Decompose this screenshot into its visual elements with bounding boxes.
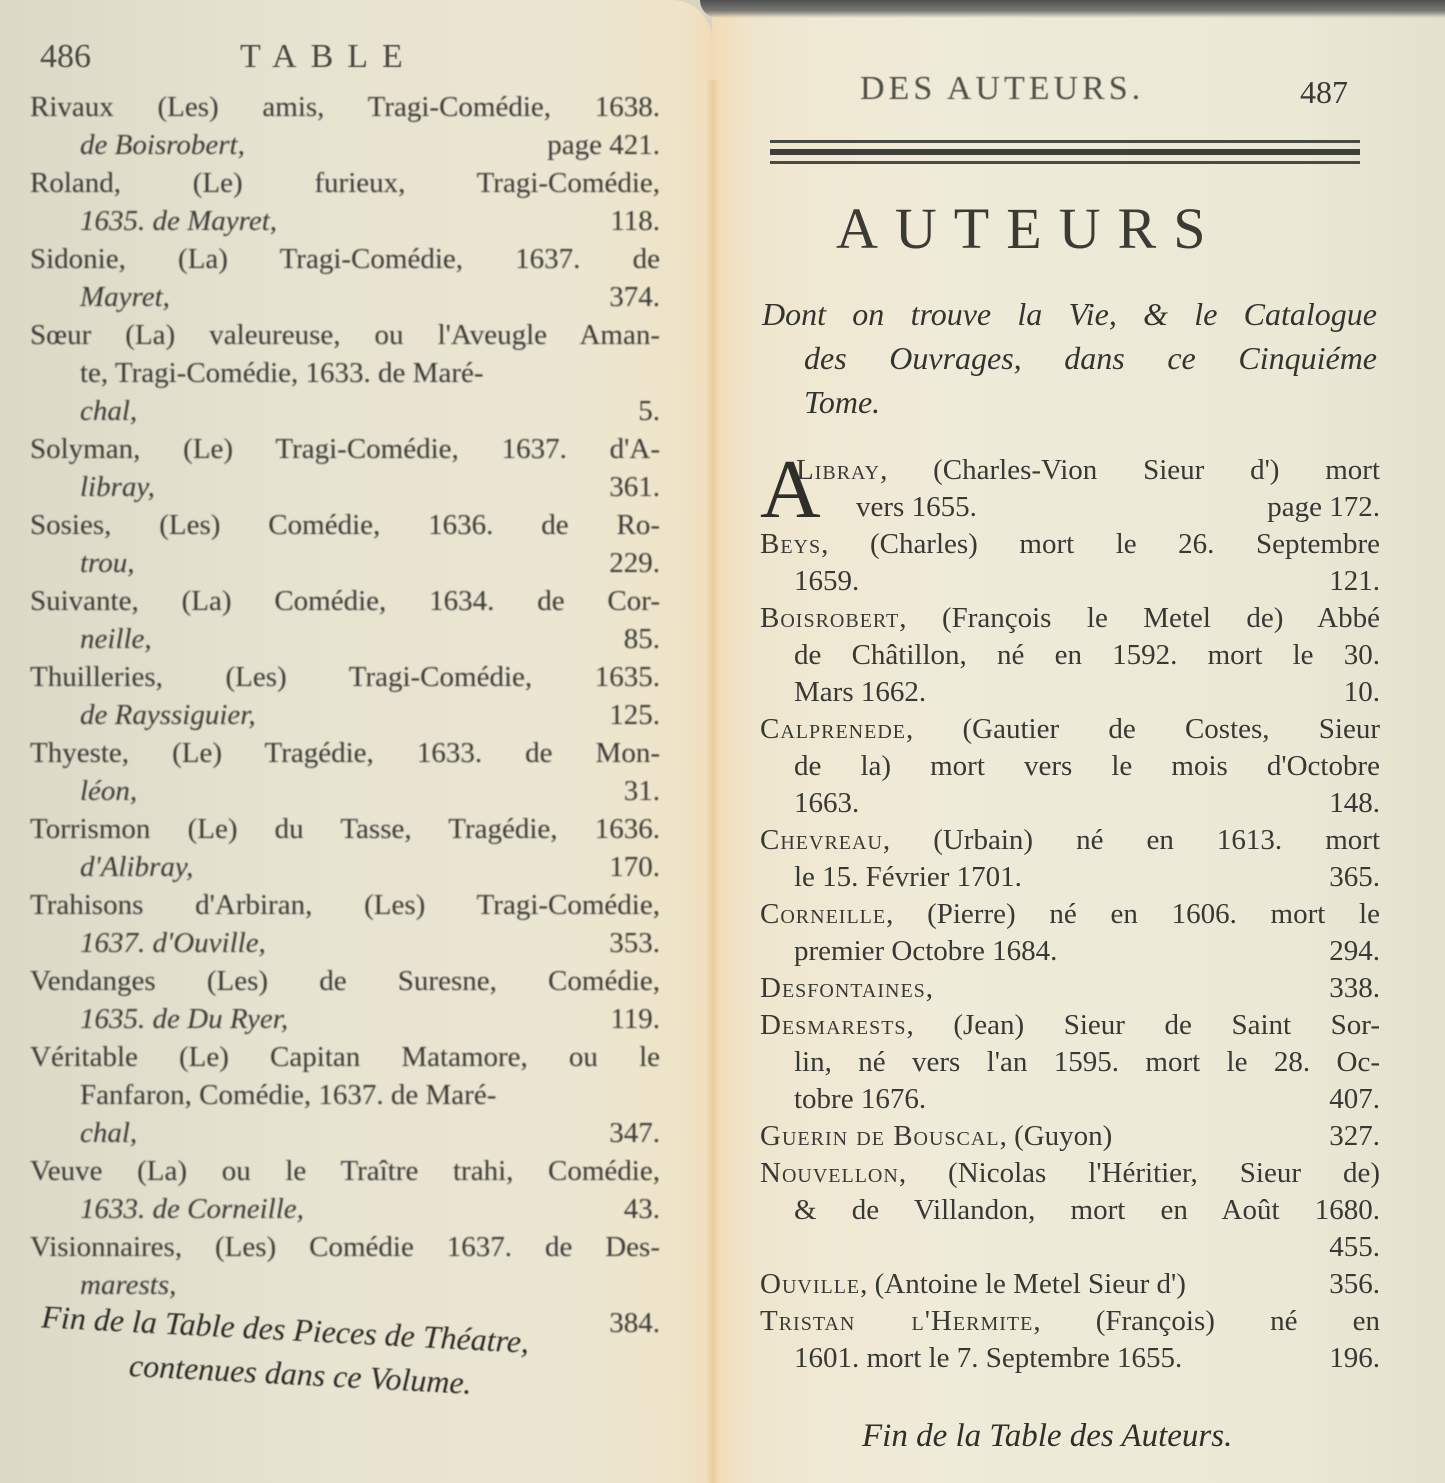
page-ref: 384. (609, 1307, 660, 1339)
page-ref: 118. (610, 205, 660, 237)
author-entry: Corneille, (Pierre) né en 1606. mort le premier Octobre 1684. 294. (760, 896, 1380, 970)
page-ref: 338. (1329, 972, 1380, 1004)
page-edge-shadow (700, 0, 1445, 18)
page-ref: 196. (1329, 1342, 1380, 1374)
index-entry: Thuilleries, (Les) Tragi-Comédie, 1635. de Rayssiguier, 125. (30, 658, 660, 734)
drop-cap: A (760, 443, 821, 536)
index-entry: Veuve (La) ou le Traître trahi, Comédie, 1633. de Corneille, 43. (30, 1152, 660, 1228)
page-ref: page 172. (1267, 491, 1380, 523)
plays-index-list (30, 88, 660, 1342)
index-entry: Trahisons d'Arbiran, (Les) Tragi-Comédie, 1637. d'Ouville, 353. (30, 886, 660, 962)
page-ref: 170. (609, 851, 660, 883)
author-entry: Chevreau, (Urbain) né en 1613. mort le 15. Février 1701. 365. (760, 822, 1380, 896)
index-entry: Visionnaires, (Les) Comédie 1637. de Des- marests, 384. (30, 1228, 660, 1342)
index-entry: Suivante, (La) Comédie, 1634. de Cor- neille, 85. (30, 582, 660, 658)
author-entry: Guerin de Bouscal, (Guyon) 327. (760, 1118, 1380, 1155)
author-entry: Nouvellon, (Nicolas l'Héritier, Sieur de) & de Villandon, mort en Août 1680. 455. (760, 1155, 1380, 1266)
author-entry: Tristan l'Hermite, (François) né en 1601. mort le 7. Septembre 1655. 196. (760, 1303, 1380, 1377)
index-entry: Sosies, (Les) Comédie, 1636. de Ro- trou, 229. (30, 506, 660, 582)
index-entry: Rivaux (Les) amis, Tragi-Comédie, 1638. de Boisrobert, page 421. (30, 88, 660, 164)
index-entry: Sidonie, (La) Tragi-Comédie, 1637. de Mayret, 374. (30, 240, 660, 316)
author-entry: Desfontaines, 338. (760, 970, 1380, 1007)
page-ref: 5. (638, 395, 660, 427)
index-entry: Thyeste, (Le) Tragédie, 1633. de Mon- léon, 31. (30, 734, 660, 810)
page-ref: 361. (609, 471, 660, 503)
page-ref: page 421. (547, 129, 660, 161)
page-ref: 43. (623, 1193, 660, 1225)
right-running-head (860, 70, 1380, 110)
ornamental-rule (770, 149, 1360, 155)
right-running-title: DES AUTEURS. (860, 70, 1145, 107)
book-gutter (706, 80, 720, 1483)
right-page-number: 487 (1300, 74, 1348, 110)
index-entry: Torrismon (Le) du Tasse, Tragédie, 1636. d'Alibray, 170. (30, 810, 660, 886)
page-ref: 455. (1329, 1231, 1380, 1263)
authors-index-list (760, 443, 1380, 1377)
page-ref: 365. (1329, 861, 1380, 893)
author-entry: Desmarests, (Jean) Sieur de Saint Sor- lin, né vers l'an 1595. mort le 28. Oc- tobre 1676. 407. (760, 1007, 1380, 1118)
page-ref: 148. (1329, 787, 1380, 819)
index-entry: Sœur (La) valeureuse, ou l'Aveugle Aman- te, Tragi-Comédie, 1633. de Maré- chal, 5. (30, 316, 660, 430)
left-running-title: TABLE (240, 38, 417, 75)
index-entry: Véritable (Le) Capitan Matamore, ou le Fanfaron, Comédie, 1637. de Maré- chal, 347. (30, 1038, 660, 1152)
page-ref: 374. (609, 281, 660, 313)
section-title: AUTEURS (836, 196, 1223, 261)
index-entry: Solyman, (Le) Tragi-Comédie, 1637. d'A- libray, 361. (30, 430, 660, 506)
left-closing-note: Fin de la Table des Pieces de Théatre, contenues dans ce Volume. (40, 1298, 531, 1401)
page-ref: 353. (609, 927, 660, 959)
page-ref: 31. (623, 775, 660, 807)
page-ref: 125. (609, 699, 660, 731)
author-entry: Calprenede, (Gautier de Costes, Sieur de la) mort vers le mois d'Octobre 1663. 148. (760, 711, 1380, 822)
page-ref: 119. (610, 1003, 660, 1035)
left-page-number: 486 (40, 38, 91, 75)
page-ref: 347. (609, 1117, 660, 1149)
right-closing-note: Fin de la Table des Auteurs. (862, 1418, 1233, 1454)
left-running-head (40, 38, 640, 78)
author-entry: A Libray, (Charles-Vion Sieur d') mort vers 1655. page 172. (760, 443, 1380, 536)
page-ref: 121. (1329, 565, 1380, 597)
section-subtitle: Dont on trouve la Vie, & le Catalogue des Ouvrages, dans ce Cinquiéme Tome. (762, 296, 1377, 420)
ornamental-rule (770, 161, 1360, 164)
page-ref: 356. (1329, 1268, 1380, 1300)
page-ref: 10. (1343, 676, 1380, 708)
index-entry: Roland, (Le) furieux, Tragi-Comédie, 1635. de Mayret, 118. (30, 164, 660, 240)
author-entry: Ouville, (Antoine le Metel Sieur d') 356. (760, 1266, 1380, 1303)
ornamental-rule (770, 140, 1360, 143)
page-ref: 229. (609, 547, 660, 579)
page-ref: 327. (1329, 1120, 1380, 1152)
page-ref: 294. (1329, 935, 1380, 967)
author-entry: Beys, (Charles) mort le 26. Septembre 1659. 121. (760, 526, 1380, 600)
author-entry: Boisrobert, (François le Metel de) Abbé de Châtillon, né en 1592. mort le 30. Mars 1662. 10. (760, 600, 1380, 711)
page-ref: 407. (1329, 1083, 1380, 1115)
index-entry: Vendanges (Les) de Suresne, Comédie, 1635. de Du Ryer, 119. (30, 962, 660, 1038)
page-ref: 85. (623, 623, 660, 655)
